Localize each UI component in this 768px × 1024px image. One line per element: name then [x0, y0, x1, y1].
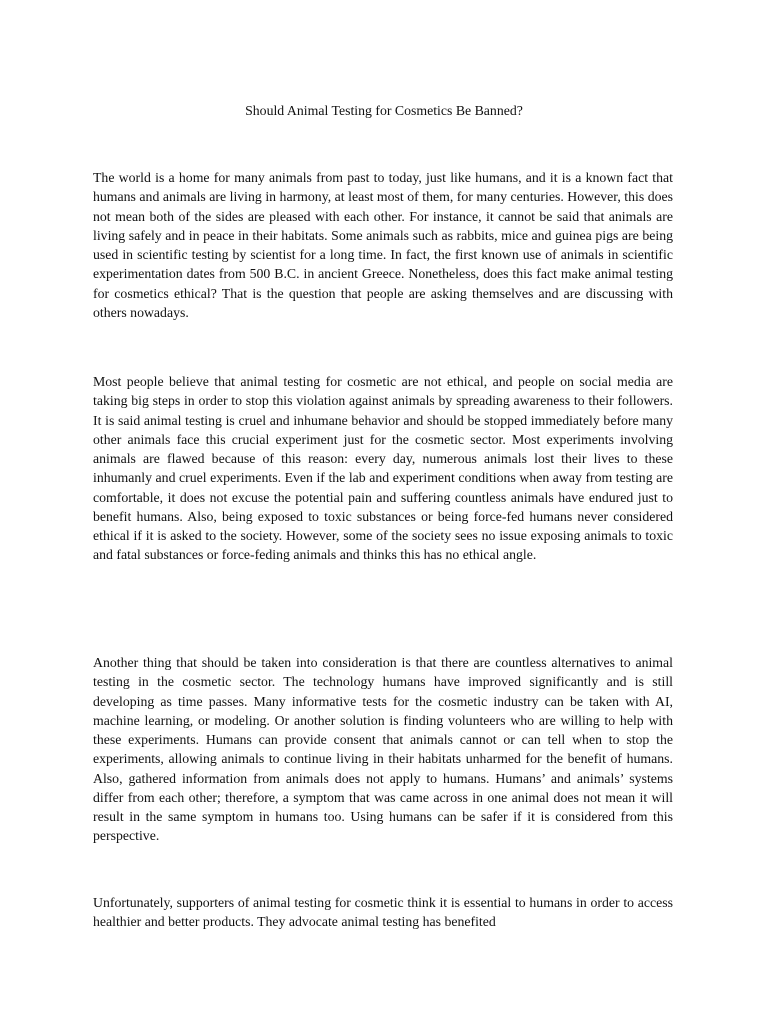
paragraph-intro: The world is a home for many animals from past to today, just like humans, and it is a known fact that humans and animals are living in harmony, at least most of them, for many centuries. However, this does not mean both of the sides are pleased with each other. For instance, it cannot be said that animals are living safely and in peace in their habitats. Some animals such as rabbits, mice and guinea pigs are being used in scientific testing by scientist for a long time. In fact, the first known use of animals in scientific experimentation dates from 500 B.C. in ancient Greece. Nonetheless, does this fact make animal testing for cosmetics ethical? That is the question that people are asking themselves and are discussing with others nowadays.	[93, 170, 673, 320]
paragraph-ethics: Most people believe that animal testing for cosmetic are not ethical, and people on social media are taking big steps in order to stop this violation against animals by spreading awareness to their followers. It is said animal testing is cruel and inhumane behavior and should be stopped immediately before many other animals face this crucial experiment just for the cosmetic sector. Most experiments involving animals are flawed because of this reason: every day, numerous animals lost their lives to these inhumanly and cruel experiments. Even if the lab and experiment conditions when away from testing are comfortable, it does not excuse the potential pain and suffering countless animals have endured just to benefit humans. Also, being exposed to toxic substances or being force-fed humans never considered ethical if it is asked to the society. However, some of the society sees no issue exposing animals to toxic and fatal substances or force-feding animals and thinks this has no ethical angle.	[93, 374, 673, 563]
paragraph-alternatives: Another thing that should be taken into consideration is that there are countless alternatives to animal testing in the cosmetic sector. The technology humans have improved significantly and is still developing as time passes. Many informative tests for the cosmetic industry can be taken with AI, machine learning, or modeling. Or another solution is finding volunteers who are willing to help with these experiments. Humans can provide consent that animals cannot or can tell when to stop the experiments, allowing animals to continue living in their habitats unharmed for the benefit of humans. Also, gathered information from animals does not apply to humans. Humans’ and animals’ systems differ from each other; therefore, a symptom that was came across in one animal does not mean it will result in the same symptom in humans too. Using humans can be safer if it is considered from this perspective.	[93, 655, 673, 844]
document-title: Should Animal Testing for Cosmetics Be Banned?	[245, 103, 523, 118]
paragraph-supporters: Unfortunately, supporters of animal testing for cosmetic think it is essential to humans in order to access healthier and better products. They advocate animal testing has benefited	[93, 895, 673, 930]
